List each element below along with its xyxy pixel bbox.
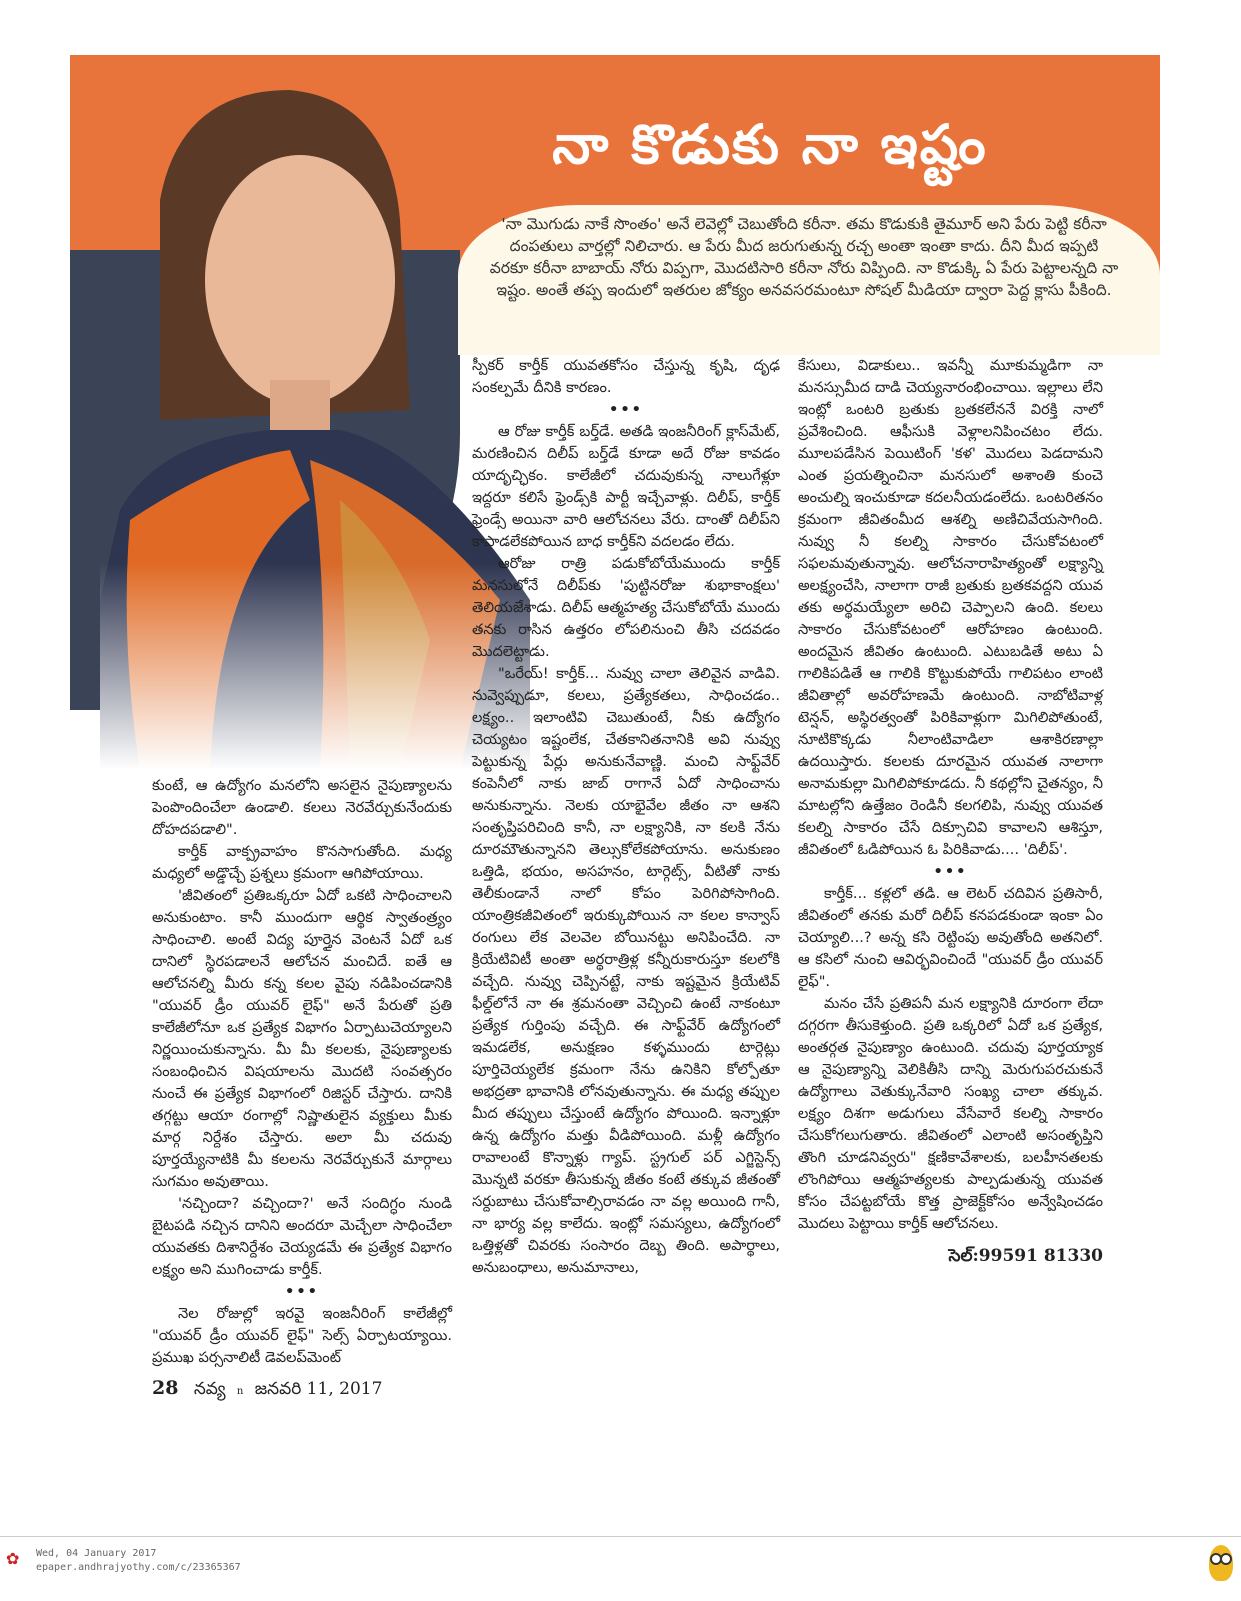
epaper-link[interactable]: epaper.andhrajyothy.com/c/23365367 <box>36 1562 241 1573</box>
footer-separator-icon: n <box>236 1386 244 1397</box>
paragraph: కేసులు, విడాకులు.. ఇవన్నీ మూకుమ్మడిగా నా మనస్సుమీద దాడి చెయ్యనారంభించాయి. ఇల్లాలు లేని ఇంట్లో ఒంటరి బ్రతుకు బ్రతకలేననే విరక్తి నాలో ప్రవేశించింది. ఆఫీసుకి వెళ్లాలనిపించటం లేదు. మూలపడేసిన పెయిటింగ్ 'కళ' మొదలు పెడదామని ఎంత ప్రయత్నించినా మనసులో అశాంతి కుంచె అంచుల్ని ఇంచుకూడా కదలనీయడంలేదు. ఒంటరితనం క్రమంగా జీవితంమీద ఆశల్ని అణిచివేయసాగింది. నువ్వు నీ కలల్ని సాకారం చేసుకోవటంలో సఫలమవుతున్నావు. ఆలోచనారాహిత్యంతో లక్ష్యాన్ని అలక్ష్యంచేసి, నాలాగా రాజీ బ్రతుకు బ్రతకవద్దని యువ తకు అర్థమయ్యేలా అరిచి చెప్పాలని ఉంది. కలలు సాకారం చేసుకోవటంలో ఆరోహణం ఉంటుంది. అందమైన జీవితం ఉంటుంది. ఎటుబడితే అటు ఏ గాలికిపడితే ఆ గాలికి కొట్టుకుపోయే గాలిపటం లాంటి జీవితాల్లో అవరోహణమే ఉంటుంది. నాబోటివాళ్ల టెన్షన్, అస్థిరత్వంతో పిరికివాళ్లుగా మిగిలిపోతుంటే, నూటికొక్కడు నీలాంటివాడిలా ఆశాకిరణాల్లా ఉదయిస్తారు. కలలకు దూరమైన యువత నాలాగా అనామకుల్లా మిగిలిపోకూడదు. నీ కథల్లోని చైతన్యం, నీ మాటల్లోని ఉత్తేజం రెండినీ కలగలిపి, నువ్వు యువత కలల్ని సాకారం చేసే దిక్సూచివి కావాలని ఆశిస్తూ, జీవితంలో ఓడిపోయిన ఓ పిరికివాడు.... 'దిలీప్'. <box>798 357 1103 858</box>
paragraph: ఆరోజు రాత్రి పడుకోబోయేముందు కార్తీక్ మనసులోనే దిలీప్‌కు 'పుట్టినరోజు శుభాకాంక్షలు' తెలియజేశాడు. దిలీప్ ఆత్మహత్య చేసుకోబోయే ముందు తనకు రాసిన ఉత్తరం లోపలినుంచి తీసి చదవడం మొదలెట్టాడు. <box>472 555 780 660</box>
print-date: Wed, 04 January 2017 <box>36 1548 157 1559</box>
paragraph: ఆ రోజు కార్తీక్ బర్త్‌డే. అతడి ఇంజనీరింగ్ క్లాస్‌మేట్, మరణించిన దిలీప్ బర్త్‌డే కూడా అదే రోజు కావడం యాదృచ్ఛికం. కాలేజీలో చదువుకున్న నాలుగేళ్లూ ఇద్దరూ కలిసే ఫ్రెండ్స్‌కి పార్టీ ఇచ్చేవాళ్లు. దిలీప్, కార్తీక్ ఫ్రెండ్సే అయినా వారి ఆలోచనలు వేరు. దాంతో దిలీప్‌ని కాపాడలేకపోయిన బాధ కార్తీక్‌ని వదలడం లేదు. <box>472 423 780 550</box>
paragraph: 'నచ్చిందా? వచ్చిందా?' అనే సందిగ్ధం నుండి బైటపడి నచ్చిన దానిని అందరూ మెచ్చేలా సాధించేలా యువతకు దిశానిర్దేశం చెయ్యడమే ఈ ప్రత్యేక విభాగం లక్ష్యం అని ముగించాడు కార్తీక్. <box>152 1195 452 1278</box>
section-divider: ••• <box>609 401 643 418</box>
magazine-name: నవ్య <box>193 1379 226 1399</box>
paragraph: మనం చేసే ప్రతిపనీ మన లక్ష్యానికి దూరంగా లేదా దగ్గరగా తీసుకెళ్తుంది. ప్రతి ఒక్కరిలో ఏదో ఒక ప్రత్యేక, అంతర్గత నైపుణ్యాం ఉంటుంది. చదువు పూర్తయ్యాక ఆ నైపుణ్యాన్ని వెలికితీసి దాన్ని మెరుగుపరచుకునే ఉద్యోగాలు వెతుక్కునేవారి సంఖ్య చాలా తక్కువ. లక్ష్యం దిశగా అడుగులు వేసేవారే కలల్ని సాకారం చేసుకోగలుగుతారు. జీవితంలో ఎలాంటి అసంతృప్తిని తొంగి చూడనివ్వరు" క్షణికావేశాలకు, బలహీనతలకు లొంగిపోయి ఆత్మహత్యలకు పాల్పడుతున్న యువత కోసం చేపట్టబోయే కొత్త ప్రాజెక్ట్‌కోసం అన్వేషించడం మొదలు పెట్టాయి కార్తీక్ ఆలోచనలు. <box>798 995 1103 1232</box>
right-content <box>458 205 1160 1279</box>
article-title: నా కొడుకు నా ఇష్టం <box>552 113 988 176</box>
owl-mascot-icon <box>1209 1545 1233 1581</box>
paragraph: నెల రోజుల్లో ఇరవై ఇంజనీరింగ్ కాలేజీల్లో "యువర్ డ్రీం యువర్ లైఫ్" సెల్స్ ఏర్పాటయ్యాయి. ప్రముఖ పర్సనాలిటీ డెవలప్‌మెంట్ <box>152 1305 452 1366</box>
paragraph: 'జీవితంలో ప్రతిఒక్కరూ ఏదో ఒకటి సాధించాలని అనుకుంటాం. కానీ ముందుగా ఆర్థిక స్వాతంత్ర్యం సాధించాలి. అంటే విద్య పూర్తైన వెంటనే ఏదో ఒక దానిలో స్థిరపడాలనే ఆలోచన మంచిదే. ఐతే ఆ ఆలోచనల్ని మీరు కన్న కలల వైపు నడిపించడానికి "యువర్ డ్రీం యువర్ లైఫ్" అనే పేరుతో ప్రతి కాలేజీలోనూ ఒక ప్రత్యేక విభాగం ఏర్పాటుచెయ్యాలని నిర్ణయించుకున్నాను. మీ మీ కలలకు, నైపుణ్యాలకు సంబంధించిన విషయాలను మొదటి సంవత్సరం నుంచే ఈ ప్రత్యేక విభాగంలో రిజిస్టర్ చేస్తారు. దానికి తగ్గట్టు ఆయా రంగాల్లో నిష్ణాతులైన వ్యక్తులు మీకు మార్గ నిర్దేశం చేస్తారు. అలా మీ చదువు పూర్తయ్యేనాటికి మీ కలలను నెరవేర్చుకునే మార్గాలు సుగమం అవుతాయి. <box>152 887 452 1190</box>
column-1 <box>152 775 452 1403</box>
epaper-bar <box>0 1536 1241 1601</box>
page-footer <box>152 1377 452 1403</box>
page-number: 28 <box>152 1377 179 1399</box>
intro-text: 'నా మొగుడు నాకే సొంతం' అనే లెవెల్లో చెబుతోంది కరీనా. తమ కొడుకుకి తైమూర్ అని పేరు పెట్టి కరీనా దంపతులు వార్తల్లో నిలిచారు. ఆ పేరు మీద జరుగుతున్న రచ్చ అంతా ఇంతా కాదు. దీని మీద ఇప్పటి వరకూ కరీనా బాబాయ్ నోరు విప్పగా, మొదటిసారి కరీనా నోరు విప్పింది. నా కొడుక్కి ఏ పేరు పెట్టాలన్నది నా ఇష్టం. అంతే తప్ప ఇందులో ఇతరుల జోక్యం అనవసరమంటూ సోషల్ మీడియా ద్వారా పెద్ద క్లాసు పీకింది. <box>489 215 1119 299</box>
paragraph: కార్తీక్... కళ్లలో తడి. ఆ లెటర్ చదివిన ప్రతిసారీ, జీవితంలో తనకు మరో దిలీప్ కనపడకుండా ఇంకా ఏం చెయ్యాలి...? అన్న కసి రెట్టింపు అవుతోంది అతనిలో. ఆ కసిలో నుంచి ఆవిర్భవించిందే "యువర్ డ్రీం యువర్ లైఫ్". <box>798 885 1103 990</box>
section-divider: ••• <box>285 1283 319 1300</box>
section-divider: ••• <box>933 863 968 880</box>
paragraph: కుంటే, ఆ ఉద్యోగం మనలోని అసలైన నైపుణ్యాలను పెంపొందించేలా ఉండాలి. కలలు నెరవేర్చుకునేందుకు దోహదపడాలి". <box>152 777 452 838</box>
intro-box <box>458 205 1160 355</box>
paragraph: స్పీకర్ కార్తీక్ యువతకోసం చేస్తున్న కృషి, దృఢ సంకల్పమే దీనికి కారణం. <box>472 357 780 396</box>
column-3 <box>798 355 1103 1279</box>
issue-date: జనవరి 11, 2017 <box>254 1379 383 1399</box>
columns-2-3 <box>458 355 1120 1279</box>
andhrajyothy-logo-icon: ✿ <box>6 1549 20 1568</box>
paragraph: "ఒరేయ్! కార్తీక్... నువ్వు చాలా తెలివైన వాడివి. నువ్వెప్పుడూ, కలలు, ప్రత్యేకతలు, సాధించడం.. లక్ష్యం.. ఇలాంటివి చెబుతుంటే, నీకు ఉద్యోగం చెయ్యటం ఇష్టంలేక, చేతకానితనానికి అవి నువ్వు పెట్టుకున్న పేర్లు అనుకునేవాణ్ణి. మంచి సాఫ్ట్‌వేర్ కంపెనీలో నాకు జాబ్ రాగానే ఏదో సాధించాను అనుకున్నాను. నెలకు యాభైవేల జీతం నా ఆశని సంతృప్తిపరిచింది కానీ, నా లక్ష్యానికి, నా కలకి నేను దూరమౌతున్నానని తెల్సుకోలేకపోయాను. అనుకుణం ఒత్తిడి, భయం, అసహనం, టార్గెట్స్, వీటితో నాకు తెలీకుండానే నాలో కోపం పెరిగిపోసాగింది. యాంత్రికజీవితంలో ఇరుక్కుపోయిన నా కలల కాన్వాస్ రంగులు లేక వెలవెల బోయినట్టు అనిపించేది. నా క్రియేటివిటీ అంతా అర్థరాత్రిళ్ల కన్నీరుకారుస్తూ కలలోకి వచ్చేది. నువ్వు చెప్పినట్టే, నాకు ఇష్టమైన క్రియేటివ్ ఫీల్డ్‌లోనే నా ఈ శ్రమనంతా వెచ్చించి ఉంటే నాకంటూ ప్రత్యేక గుర్తింపు వచ్చేది. ఈ సాఫ్ట్‌వేర్ ఉద్యోగంలో ఇమడలేక, అనుక్షణం కళ్ళముందు టార్గెట్లు పూర్తిచెయ్యలేక క్రమంగా నేను ఉనికిని కోల్పోతూ అభద్రతా భావానికి లోనవుతున్నాను. ఈ మధ్య తప్పుల మీద తప్పులు చేస్తుంటే ఉద్యోగం పోయింది. ఇన్నాళ్లూ ఉన్న ఉద్యోగం మత్తు వీడిపోయింది. మళ్లీ ఉద్యోగం రావాలంటే కొన్నాళ్లు గ్యాప్. స్ట్రగుల్ పర్ ఎగ్జిస్టెన్స్ మొన్నటి వరకూ తీసుకున్న జీతం కంటే తక్కువ జీతంతో సర్దుబాటు చేసుకోవాల్సిరావడం నా వల్ల అయింది గానీ, నా భార్య వల్ల కాలేదు. ఇంట్లో సమస్యలు, ఉద్యోగంలో ఒత్తిళ్లతో చివరకు సంసారం దెబ్బ తింది. అపార్థాలు, అనుబంధాలు, అనుమానాలు, <box>472 665 780 1276</box>
column-2 <box>472 355 780 1279</box>
author-phone: సెల్:99591 81330 <box>948 1246 1103 1266</box>
paragraph: కార్తీక్ వాక్ప్రవాహం కొనసాగుతోంది. మధ్య మధ్యలో అడ్డొచ్చే ప్రశ్నలు క్రమంగా ఆగిపోయాయి. <box>152 843 452 882</box>
